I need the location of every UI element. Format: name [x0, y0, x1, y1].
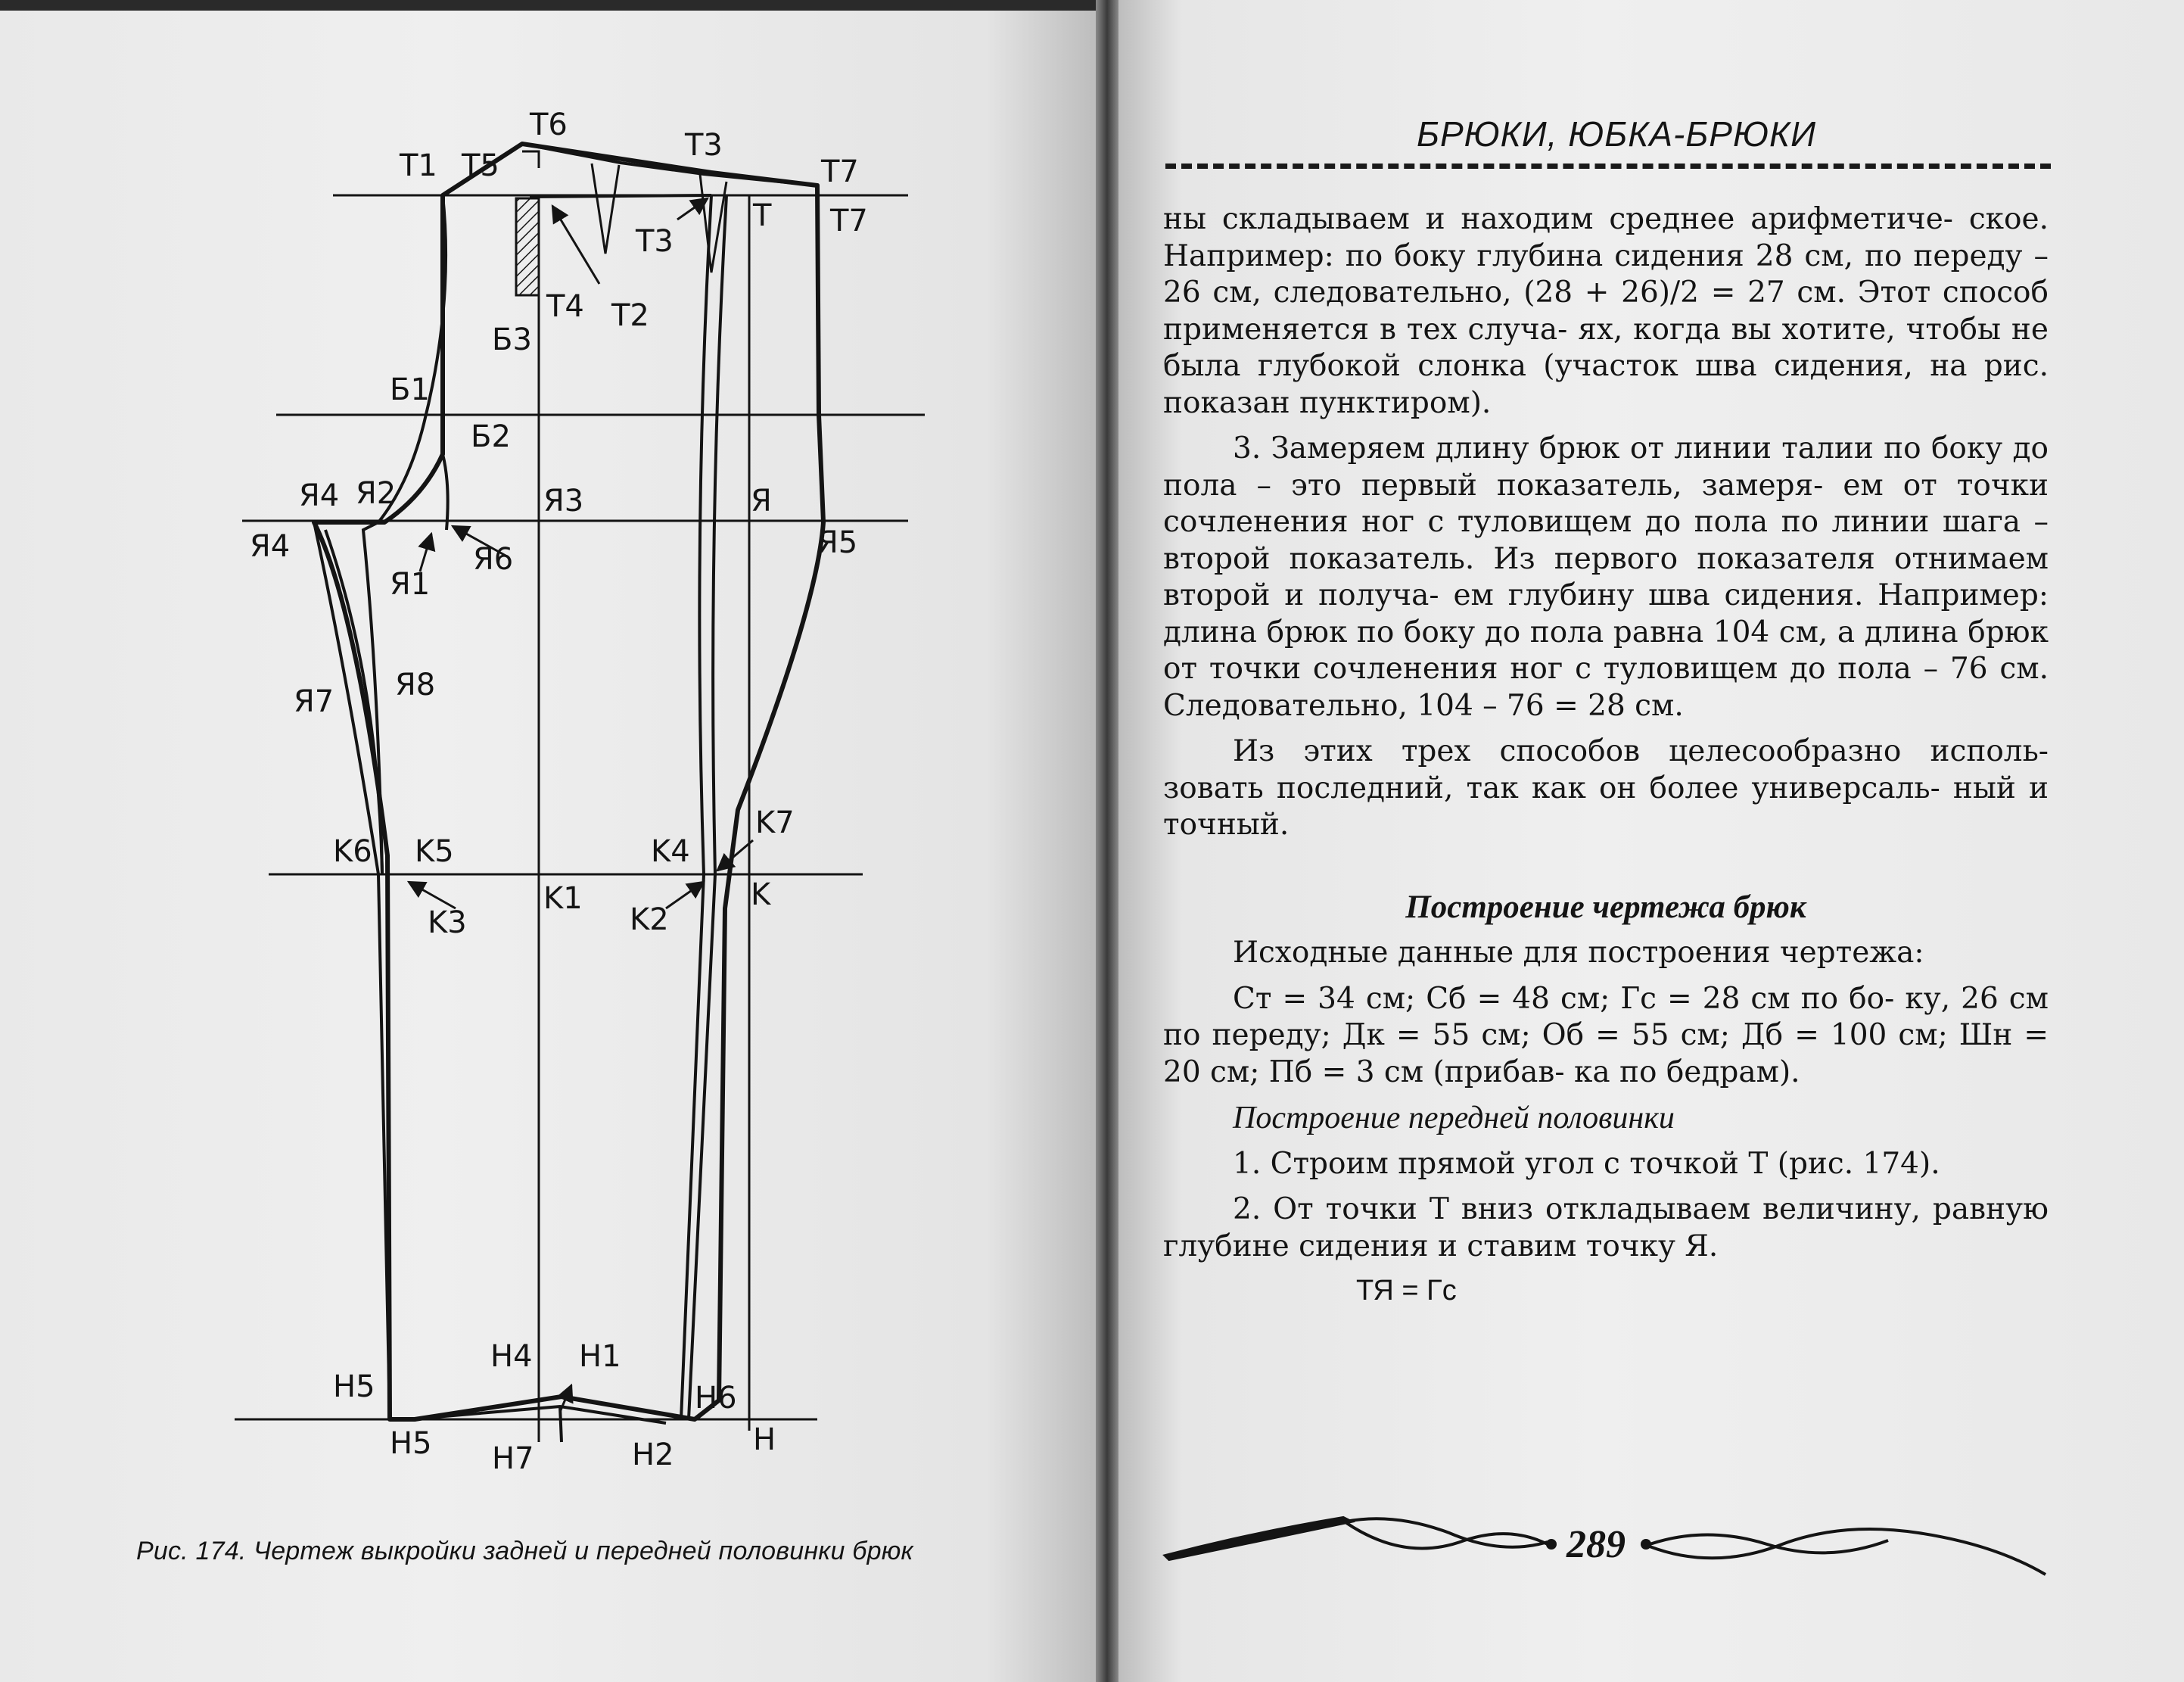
- label-H7: H7: [492, 1441, 534, 1476]
- label-Ya: Я: [751, 484, 772, 519]
- label-H6: H6: [695, 1381, 737, 1416]
- label-T4: T4: [546, 289, 584, 324]
- label-T7-prime: T7: [821, 154, 859, 189]
- label-Ya3: Я3: [543, 484, 584, 519]
- label-Ya4: Я4: [250, 529, 291, 564]
- label-B2: Б2: [471, 419, 511, 454]
- body-text: [1163, 201, 2049, 1310]
- label-K: K: [751, 877, 771, 912]
- label-Ya2: Я2: [356, 476, 397, 511]
- running-header: [1165, 114, 2051, 167]
- label-K1: K1: [543, 881, 583, 916]
- label-H5: H5: [390, 1426, 432, 1461]
- label-B1: Б1: [390, 372, 430, 407]
- section-heading: Построение чертежа брюк: [1405, 889, 1806, 925]
- label-T3: T3: [636, 224, 674, 259]
- book-spine: [1096, 0, 1118, 1682]
- page-number: 289: [1566, 1523, 1626, 1566]
- header-dashed-rule: [1165, 164, 2051, 169]
- label-T3-prime: T3: [685, 128, 723, 163]
- label-Ya5: Я5: [817, 525, 858, 560]
- label-T: T: [753, 198, 772, 233]
- ornament-dot-left: [1546, 1539, 1557, 1550]
- label-H4: H4: [490, 1339, 533, 1374]
- paragraph-7: 2. От точки Т вниз откладываем величину, равную глубине сидения и ставим точку Я.: [1163, 1192, 2049, 1263]
- point-labels: [250, 107, 868, 1476]
- label-K6: K6: [333, 834, 372, 869]
- label-B3: Б3: [492, 322, 532, 357]
- label-H: H: [753, 1422, 776, 1457]
- right-angle-marker: [522, 151, 539, 168]
- label-Ya8: Я8: [395, 668, 436, 702]
- paragraph-6: 1. Строим прямой угол с точкой Т (рис. 174).: [1233, 1146, 1940, 1181]
- label-T1: T1: [400, 148, 437, 183]
- back-half-outline: [314, 144, 823, 1419]
- label-Ya6: Я6: [473, 542, 514, 577]
- label-K2: K2: [630, 902, 669, 937]
- needle-thread-ornament-right: [1650, 1529, 2046, 1575]
- paragraph-5: Cт = 34 см; Cб = 48 см; Гс = 28 см по бо- ку, 26 см по переду; Дк = 55 см; Об = 55 см; Дб = 100 см; Шн = 20 см; Пб = 3 см (прибав- ка по бедрам).: [1163, 981, 2049, 1089]
- label-H5-top: H5: [333, 1369, 375, 1404]
- trouser-pattern-drawing: [0, 0, 1096, 1544]
- paragraph-2: 3. Замеряем длину брюк от линии талии по боку до пола – это первый показатель, замеря- ем от точки сочленения ног с туловищем до пола по линии шага – второй показатель. Из первого показателя отнимаем второй и получа- ем глубину шва сидения. Например: длина брюк по боку до пола равна 104 см, а длина брюк от точки сочленения ног с туловищем до пола – 76 см. Следовательно, 104 – 76 = 28 см.: [1163, 431, 2049, 723]
- label-K5: K5: [415, 834, 454, 869]
- horizontal-lines: [235, 195, 925, 1419]
- label-K3: K3: [428, 905, 467, 940]
- paragraph-3: Из этих трех способов целесообразно исполь- зовать последний, так как он более универсаль- ный и точный.: [1163, 734, 2049, 842]
- paragraph-1: ны складываем и находим среднее арифметиче- ское. Например: по боку глубина сидения 28 см, по переду – 26 см, следовательно, (28 + 26)/2 = 27 см. Этот способ применяется в тех случа- ях, когда вы хотите, чтобы не была глубокой слонка (участок шва сидения, на рис. показан пунктиром).: [1163, 202, 2049, 420]
- page-footer: [1162, 1503, 2051, 1593]
- figure-caption: Рис. 174. Чертеж выкройки задней и передней половинки брюк: [136, 1537, 913, 1565]
- hatched-area: [516, 198, 539, 295]
- label-H2: H2: [632, 1437, 674, 1472]
- label-T7: T7: [830, 204, 868, 238]
- label-Ya4-top: Я4: [299, 478, 340, 513]
- header-title: БРЮКИ, ЮБКА-БРЮКИ: [1417, 114, 1816, 154]
- label-H1: H1: [579, 1339, 621, 1374]
- label-K4: K4: [651, 834, 690, 869]
- label-T6: T6: [530, 107, 568, 142]
- formula: ТЯ = Гс: [1356, 1275, 1457, 1307]
- label-Ya1: Я1: [390, 567, 431, 602]
- paragraph-4: Исходные данные для построения чертежа:: [1233, 936, 1924, 970]
- label-K7: K7: [755, 805, 795, 840]
- needle-thread-ornament-left: [1165, 1518, 1548, 1559]
- label-T5: T5: [462, 148, 499, 183]
- label-Ya7: Я7: [294, 684, 334, 719]
- subsection-heading: Построение передней половинки: [1233, 1101, 1675, 1135]
- label-T2: T2: [611, 298, 649, 333]
